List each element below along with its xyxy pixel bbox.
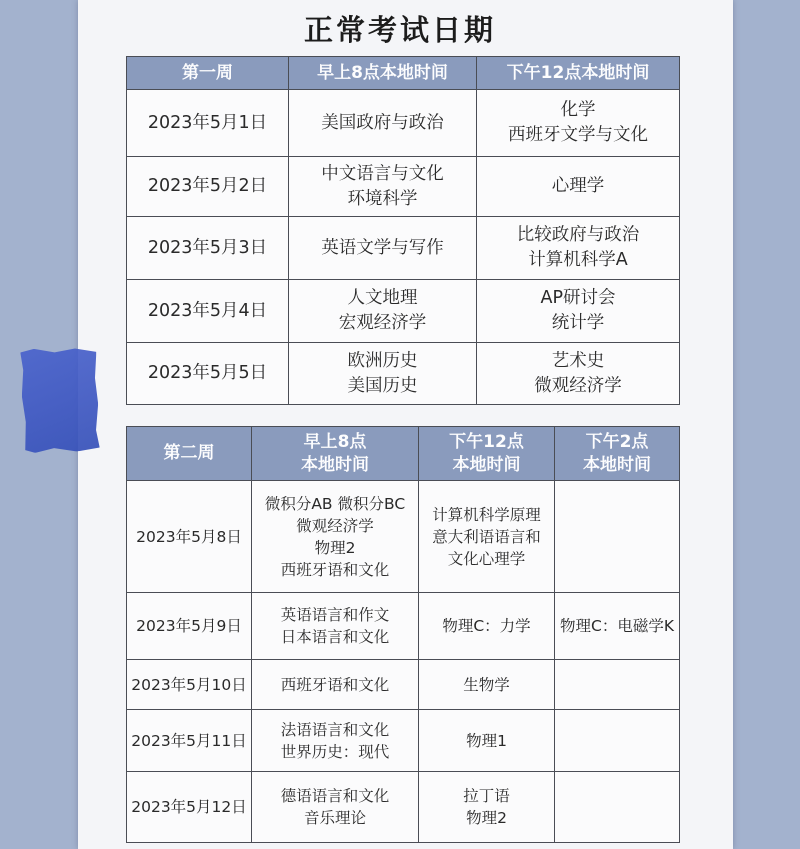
date-cell	[127, 772, 252, 843]
date-cell-line: 2023年5月10日	[131, 675, 247, 694]
noon-exam-cell-line: 物理C：力学	[442, 617, 531, 635]
blue-tape-decoration	[20, 347, 100, 454]
noon-exam-cell-line: 拉丁语	[463, 787, 510, 805]
week2-table	[126, 426, 680, 843]
week1-header-cell-line: 下午12点本地时间	[506, 62, 650, 83]
date-cell	[127, 660, 252, 710]
week2-header-cell-line: 本地时间	[583, 454, 651, 475]
morning-exam-cell	[289, 280, 477, 343]
date-cell	[127, 280, 289, 343]
noon-exam-cell-line: 文化心理学	[447, 549, 526, 568]
noon-exam-cell-line: 计算机科学原理	[432, 505, 541, 524]
date-cell	[127, 593, 252, 660]
morning-exam-cell-line: 英语文学与写作	[321, 237, 444, 258]
week1-header-cell	[477, 57, 680, 90]
morning-exam-cell	[252, 593, 419, 660]
afternoon-exam-cell-line: 艺术史	[551, 350, 605, 371]
morning-exam-cell	[252, 772, 419, 843]
date-cell-line: 2023年5月5日	[147, 363, 268, 383]
table-row	[127, 481, 680, 593]
afternoon-exam-cell-line: 化学	[560, 100, 596, 120]
date-cell	[127, 217, 289, 280]
date-cell	[127, 481, 252, 593]
date-cell	[127, 710, 252, 772]
date-cell-line: 2023年5月11日	[131, 731, 247, 750]
morning-exam-cell-line: 英语语言和作文	[280, 606, 390, 624]
afternoon-exam-cell-line: 比较政府与政治	[516, 225, 640, 245]
afternoon-exam-cell-line: AP研讨会	[540, 288, 616, 308]
morning-exam-cell-line: 德语语言和文化	[280, 787, 390, 805]
afternoon-exam-cell-line: 物理C：电磁学K	[560, 617, 674, 635]
afternoon-exam-cell	[477, 217, 680, 280]
morning-exam-cell	[252, 481, 419, 593]
week2-header-cell	[127, 427, 252, 481]
table-row	[127, 280, 680, 343]
afternoon-exam-cell-line: 心理学	[551, 176, 605, 196]
afternoon-exam-cell	[555, 710, 680, 772]
morning-exam-cell-line: 世界历史：现代	[280, 742, 390, 761]
week2-header-cell-line: 本地时间	[301, 454, 369, 475]
afternoon-exam-cell	[555, 772, 680, 843]
week2-header-row	[127, 427, 680, 481]
afternoon-exam-cell	[555, 481, 680, 593]
morning-exam-cell-line: 人文地理	[347, 288, 418, 308]
afternoon-exam-cell-line: 计算机科学A	[528, 250, 628, 270]
morning-exam-cell-line: 日本语言和文化	[280, 628, 390, 646]
date-cell-line: 2023年5月12日	[131, 798, 247, 816]
morning-exam-cell-line: 法语语言和文化	[280, 720, 390, 739]
morning-exam-cell-line: 西班牙语和文化	[280, 560, 390, 579]
date-cell	[127, 157, 289, 217]
table-row	[127, 772, 680, 843]
week1-header-cell	[127, 57, 289, 90]
date-cell-line: 2023年5月1日	[147, 112, 268, 133]
week1-body	[127, 90, 680, 405]
morning-exam-cell	[289, 90, 477, 157]
week2-header-cell	[555, 427, 680, 481]
afternoon-exam-cell-line: 西班牙文学与文化	[508, 125, 648, 145]
week2-header-cell-line: 本地时间	[452, 454, 521, 475]
afternoon-exam-cell	[477, 90, 680, 157]
afternoon-exam-cell	[477, 343, 680, 405]
morning-exam-cell	[289, 343, 477, 405]
week2-header-cell-line: 第二周	[163, 443, 215, 463]
table-row	[127, 593, 680, 660]
week2-header-cell-line: 下午2点	[585, 431, 649, 452]
morning-exam-cell-line: 西班牙语和文化	[280, 675, 390, 694]
noon-exam-cell-line: 生物学	[463, 675, 510, 694]
morning-exam-cell-line: 美国政府与政治	[321, 112, 444, 133]
page-title: 正常考试日期	[303, 13, 496, 47]
morning-exam-cell-line: 宏观经济学	[338, 313, 427, 333]
week2-header-cell	[252, 427, 419, 481]
week1-header-cell-line: 第一周	[182, 62, 233, 83]
morning-exam-cell	[252, 660, 419, 710]
date-cell-line: 2023年5月8日	[136, 527, 242, 546]
afternoon-exam-cell	[477, 280, 680, 343]
date-cell-line: 2023年5月9日	[136, 617, 242, 635]
noon-exam-cell-line: 意大利语语言和	[432, 527, 541, 546]
week2-header-cell-line: 下午12点	[449, 431, 524, 452]
morning-exam-cell	[252, 710, 419, 772]
morning-exam-cell-line: 微积分AB 微积分BC	[264, 494, 406, 513]
afternoon-exam-cell-line: 统计学	[551, 313, 605, 333]
noon-exam-cell	[419, 710, 555, 772]
morning-exam-cell	[289, 157, 477, 217]
noon-exam-cell	[419, 593, 555, 660]
noon-exam-cell-line: 物理1	[466, 731, 507, 750]
noon-exam-cell	[419, 772, 555, 843]
week1-header-cell-line: 早上8点本地时间	[317, 62, 448, 83]
afternoon-exam-cell	[555, 660, 680, 710]
week1-header-row	[127, 57, 680, 90]
afternoon-exam-cell	[477, 157, 680, 217]
afternoon-exam-cell	[555, 593, 680, 660]
week2-body	[127, 481, 680, 843]
noon-exam-cell	[419, 481, 555, 593]
date-cell	[127, 90, 289, 157]
week2-header-cell	[419, 427, 555, 481]
week2-header-cell-line: 早上8点	[303, 431, 367, 452]
afternoon-exam-cell-line: 微观经济学	[534, 375, 622, 396]
date-cell	[127, 343, 289, 405]
noon-exam-cell	[419, 660, 555, 710]
date-cell-line: 2023年5月2日	[147, 176, 268, 196]
morning-exam-cell	[289, 217, 477, 280]
table-row	[127, 157, 680, 217]
date-cell-line: 2023年5月4日	[147, 300, 268, 321]
morning-exam-cell-line: 音乐理论	[303, 809, 366, 827]
morning-exam-cell-line: 环境科学	[347, 188, 418, 209]
table-row	[127, 710, 680, 772]
date-cell-line: 2023年5月3日	[147, 237, 268, 258]
table-row	[127, 343, 680, 405]
morning-exam-cell-line: 物理2	[314, 538, 356, 557]
morning-exam-cell-line: 微观经济学	[296, 516, 374, 535]
noon-exam-cell-line: 物理2	[466, 809, 507, 827]
morning-exam-cell-line: 中文语言与文化	[321, 163, 444, 184]
table-row	[127, 90, 680, 157]
week1-header-cell	[289, 57, 477, 90]
morning-exam-cell-line: 美国历史	[347, 375, 418, 396]
table-row	[127, 217, 680, 280]
morning-exam-cell-line: 欧洲历史	[347, 350, 418, 371]
week1-table	[126, 56, 680, 405]
table-row	[127, 660, 680, 710]
